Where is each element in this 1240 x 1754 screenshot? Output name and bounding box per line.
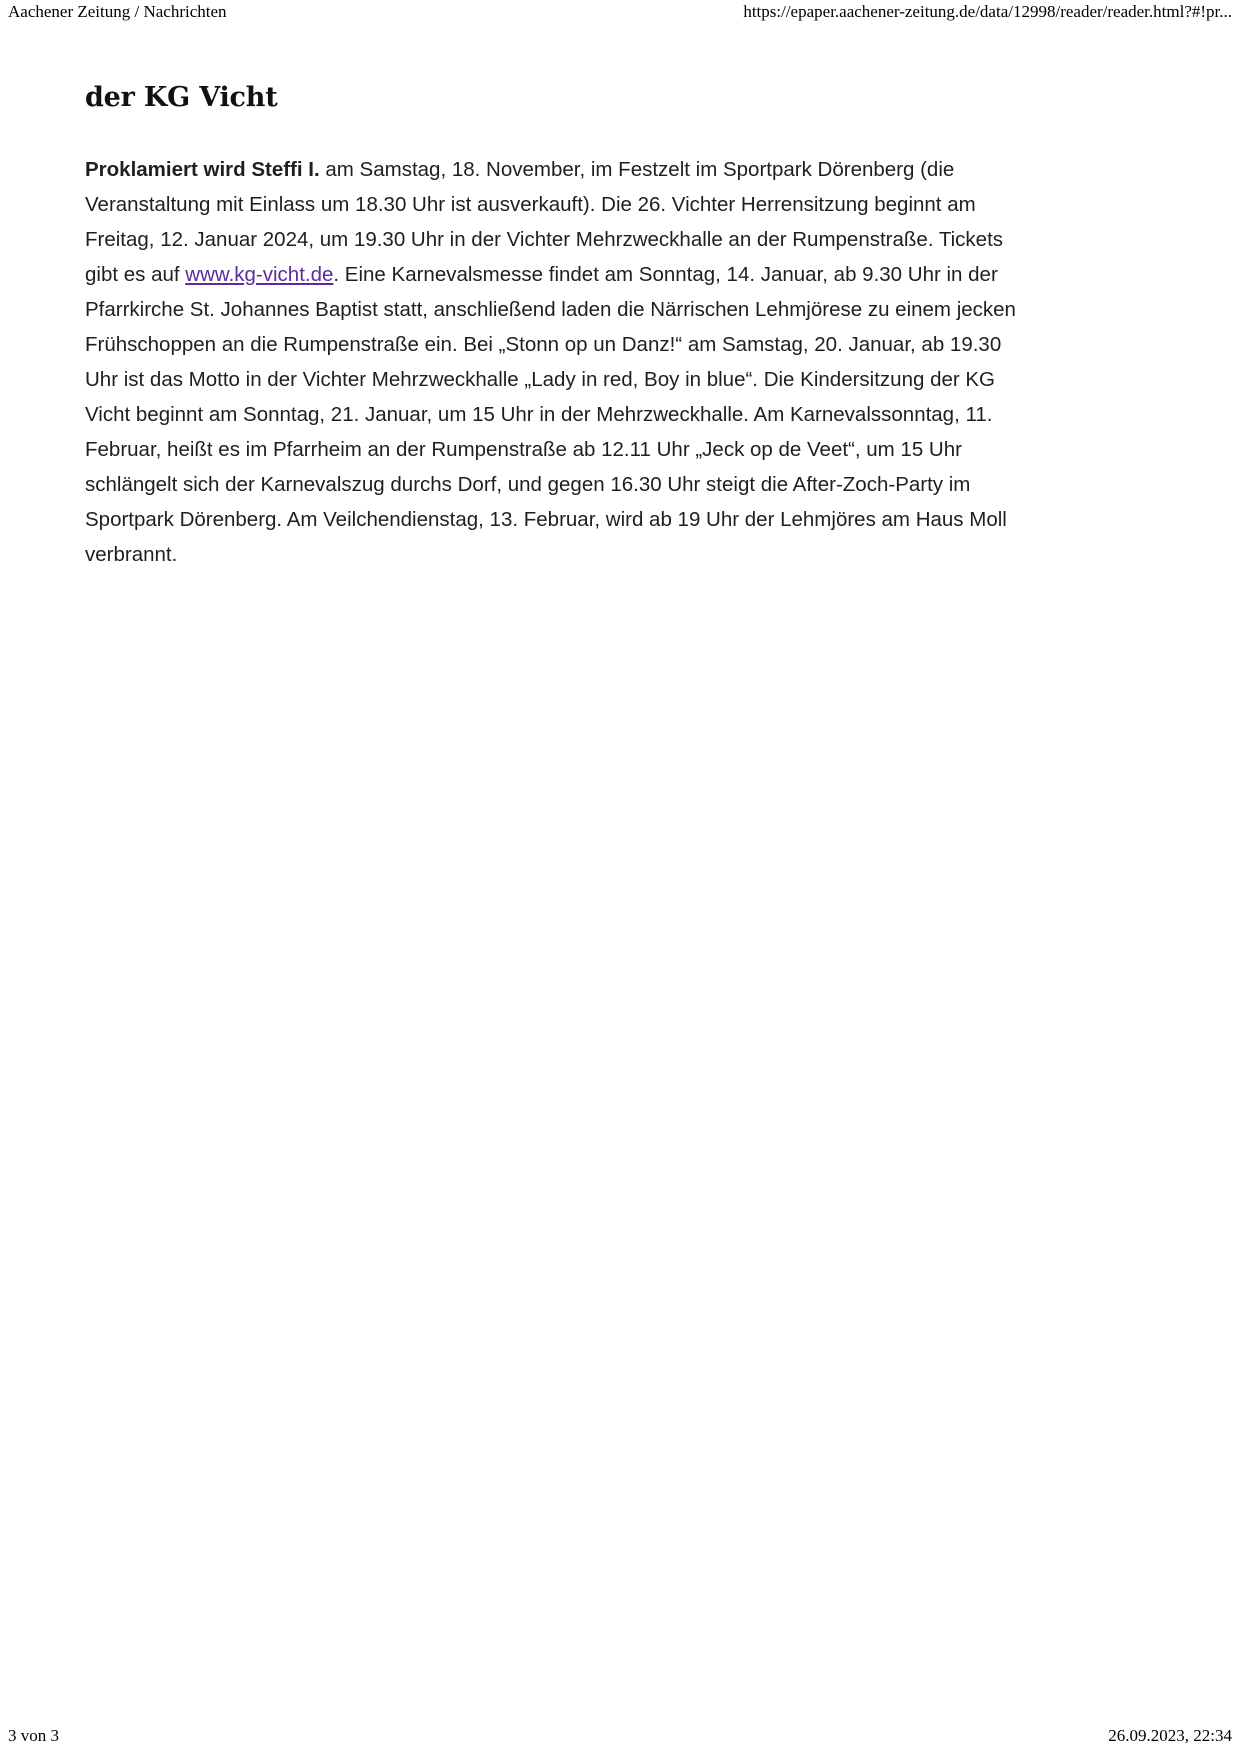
article-heading: der KG Vicht [85,82,278,113]
print-footer-timestamp: 26.09.2023, 22:34 [1108,1726,1232,1745]
print-header-source-url: https://epaper.aachener-zeitung.de/data/12998/reader/reader.html?#!pr... [743,2,1232,21]
print-header [8,2,1232,22]
article [85,82,1035,572]
kg-vicht-link[interactable]: www.kg-vicht.de [185,263,334,286]
article-body-after-link: . Eine Karnevalsmesse findet am Sonntag, 14. Januar, ab 9.30 Uhr in der Pfarrkirche St. Johannes Baptist statt, anschließend laden die Närrischen Lehmjörese zu einem jecken Frühschoppen an die Rumpenstraße ein. Bei „Stonn op un Danz!“ am Samstag, 20. Januar, ab 19.30 Uhr ist das Motto in der Vichter Mehrzweckhalle „Lady in red, Boy in blue“. Die Kindersitzung der KG Vicht beginnt am Sonntag, 21. Januar, um 15 Uhr in der Mehrzweckhalle. Am Karnevalssonntag, 11. Februar, heißt es im Pfarrheim an der Rumpenstraße ab 12.11 Uhr „Jeck op de Veet“, um 15 Uhr schlängelt sich der Karnevalszug durchs Dorf, und gegen 16.30 Uhr steigt die After-Zoch-Party im Sportpark Dörenberg. Am Veilchendienstag, 13. Februar, wird ab 19 Uhr der Lehmjöres am Haus Moll verbrannt. [85,263,1016,566]
article-lead-bold: Proklamiert wird Steffi I. [85,158,320,181]
print-footer [8,1726,1232,1746]
article-paragraph [85,152,1035,572]
print-header-source-title: Aachener Zeitung / Nachrichten [8,2,227,21]
article-body-before-link: am Samstag, 18. November, im Festzelt im Sportpark Dörenberg (die Veranstaltung mit Einlass um 18.30 Uhr ist ausverkauft). Die 26. Vichter Herrensitzung beginnt am Freitag, 12. Januar 2024, um 19.30 Uhr in der Vichter Mehrzweckhalle an der Rumpenstraße. Tickets gibt es auf [85,158,1004,286]
print-footer-page-indicator: 3 von 3 [8,1726,59,1745]
